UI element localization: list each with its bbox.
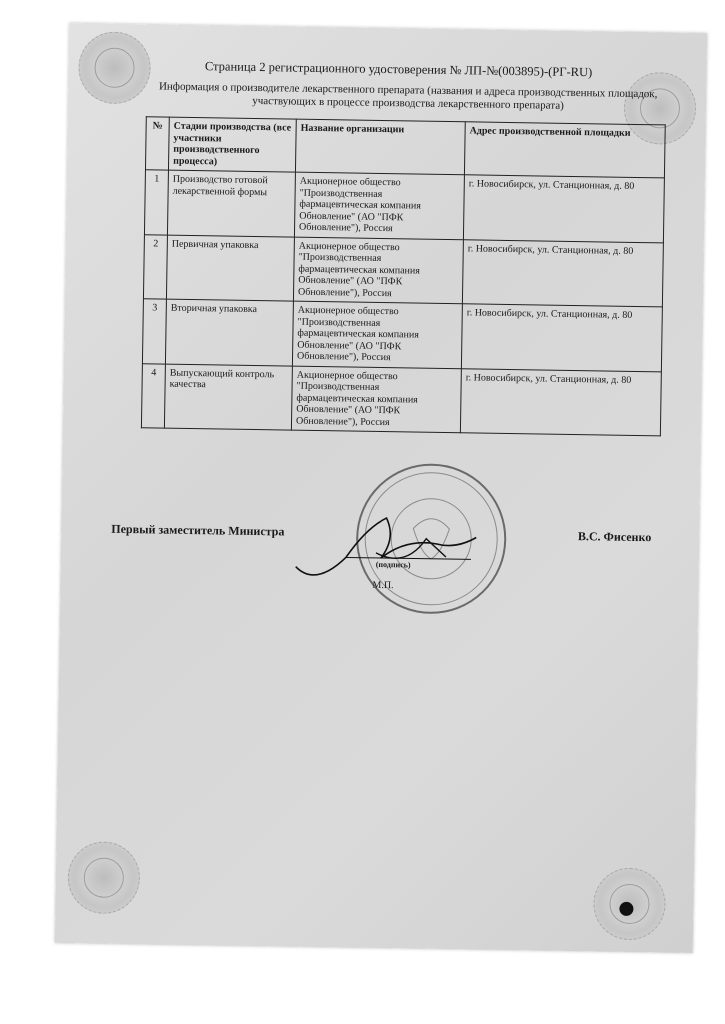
signature-caption: (подпись) <box>375 559 411 570</box>
row-number: 4 <box>141 363 165 428</box>
row-number: 1 <box>144 170 168 235</box>
column-header-address: Адрес производственной площадки <box>464 122 665 178</box>
table-row <box>141 363 661 436</box>
row-address: г. Новосибирск, ул. Станционная, д. 80 <box>462 239 663 307</box>
row-address: г. Новосибирск, ул. Станционная, д. 80 <box>463 175 664 243</box>
column-header-stage: Стадии производства (все участники производственного процесса) <box>168 117 296 172</box>
row-number: 3 <box>142 299 166 364</box>
row-number: 2 <box>143 234 167 299</box>
handwritten-signature-icon <box>285 497 486 590</box>
table-row <box>144 170 664 243</box>
row-stage: Первичная упаковка <box>166 235 294 301</box>
signatory-position: Первый заместитель Министра <box>111 521 285 539</box>
column-header-number: № <box>145 117 169 170</box>
row-address: г. Новосибирск, ул. Станционная, д. 80 <box>461 304 662 372</box>
table-row <box>142 299 662 372</box>
row-organization: Акционерное общество "Производственная фармацевтическая компания Обновление" (АО "ПФК Обновление"), Россия <box>294 172 464 239</box>
table-header-row <box>145 117 665 178</box>
document-page <box>55 23 707 953</box>
seal-label: М.П. <box>372 579 394 592</box>
signatory-name: В.С. Фисенко <box>577 529 652 545</box>
row-stage: Вторичная упаковка <box>165 299 293 365</box>
page-subtitle: Информация о производителе лекарственного препарата (названия и адреса производственных площадок, участвующих в процессе производства лекарственного препарата) <box>158 80 658 112</box>
manufacturer-table <box>141 116 666 436</box>
row-address: г. Новосибирск, ул. Станционная, д. 80 <box>460 368 661 436</box>
row-stage: Производство готовой лекарственной формы <box>167 170 295 236</box>
page-title: Страница 2 регистрационного удостоверения № ЛП-№(003895)-(РГ-RU) <box>204 59 593 80</box>
column-header-organization: Название организации <box>295 119 465 175</box>
table-row <box>143 234 663 307</box>
row-stage: Выпускающий контроль качества <box>164 364 292 430</box>
row-organization: Акционерное общество "Производственная фармацевтическая компания Обновление" (АО "ПФК Обновление"), Россия <box>293 237 463 304</box>
row-organization: Акционерное общество "Производственная фармацевтическая компания Обновление" (АО "ПФК Обновление"), Россия <box>292 301 462 368</box>
row-organization: Акционерное общество "Производственная фармацевтическая компания Обновление" (АО "ПФК Обновление"), Россия <box>291 366 461 433</box>
